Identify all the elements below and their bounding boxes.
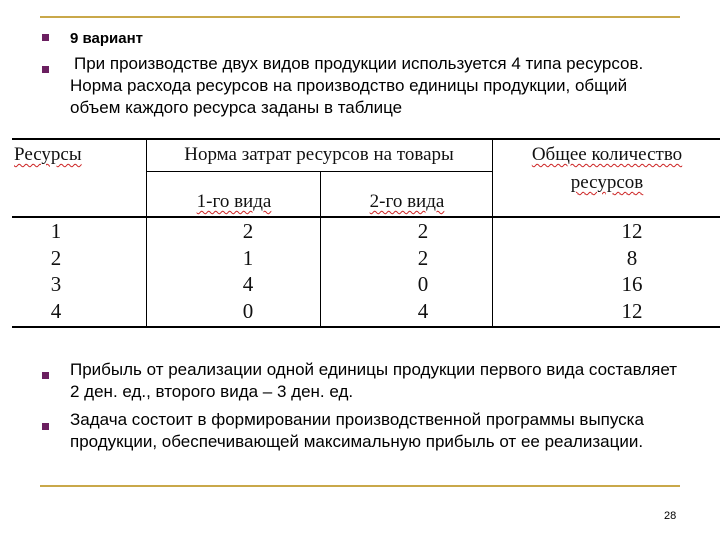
cell-type2: 2 <box>417 219 429 243</box>
cell-type2: 4 <box>417 298 429 323</box>
table-subheader-divider <box>146 171 492 172</box>
cell-type1: 0 <box>242 298 254 323</box>
table-row <box>0 271 720 298</box>
cell-type1: 1 <box>242 245 254 270</box>
cell-total: 12 <box>621 219 643 243</box>
header-type2: 2-го вида <box>369 191 445 212</box>
table-row <box>0 218 720 245</box>
top-rule <box>40 16 680 18</box>
cell-resource: 3 <box>50 272 62 296</box>
cell-type1: 4 <box>242 272 254 296</box>
resource-table <box>0 138 720 330</box>
page-number: 28 <box>664 510 677 522</box>
cell-total: 16 <box>621 272 643 296</box>
bullet-icon <box>42 423 49 430</box>
cell-total: 12 <box>621 298 643 323</box>
intro-paragraph: При производстве двух видов продукции используется 4 типа ресурсов. Норма расхода ресурсов на производство единицы продукции, общий объем каждого ресурса заданы в таблице <box>70 54 644 117</box>
cell-resource: 1 <box>50 219 62 243</box>
bullet-icon <box>42 372 49 379</box>
header-type1: 1-го вида <box>196 191 272 212</box>
table-row <box>0 245 720 272</box>
table-row <box>0 298 720 325</box>
task-paragraph: Задача состоит в формировании производственной программы выпуска продукции, обеспечивающей максимальную прибыль от ее реализации. <box>70 410 644 451</box>
cell-resource: 2 <box>50 245 62 270</box>
cell-resource: 4 <box>50 298 62 323</box>
variant-heading: 9 вариант <box>70 30 144 47</box>
table-top-border <box>12 138 720 140</box>
header-total-line2: ресурсов <box>570 172 644 193</box>
header-total-line1: Общее количество <box>531 144 683 165</box>
cell-total: 8 <box>626 245 638 270</box>
cell-type2: 0 <box>417 272 429 296</box>
cell-type1: 2 <box>242 219 254 243</box>
bottom-rule <box>40 485 680 487</box>
header-norm: Норма затрат ресурсов на товары <box>184 144 454 165</box>
cell-type2: 2 <box>417 245 429 270</box>
table-bottom-border <box>12 326 720 328</box>
bullet-icon <box>42 66 49 73</box>
header-resources: Ресурсы <box>14 144 82 165</box>
profit-paragraph: Прибыль от реализации одной единицы продукции первого вида составляет 2 ден. ед., второго вида – 3 ден. ед. <box>70 360 678 401</box>
bullet-icon <box>42 34 49 41</box>
